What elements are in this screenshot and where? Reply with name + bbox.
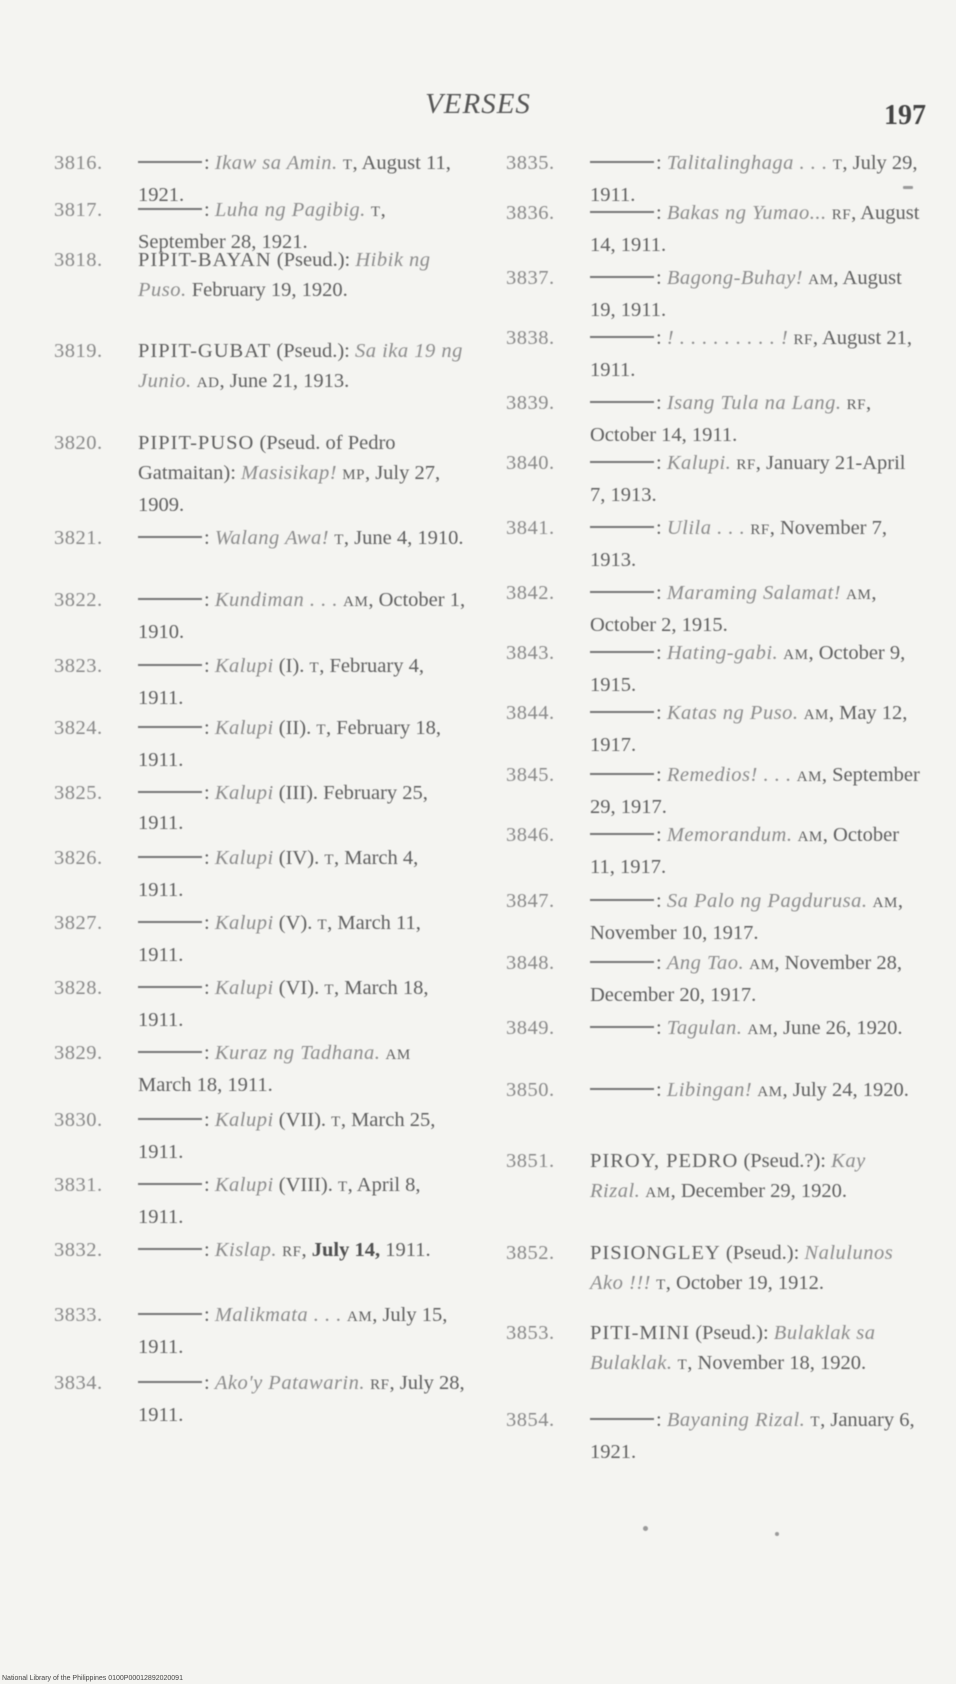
entry-number: 3849. [506,1017,555,1039]
entry-text: (Pseud.): [271,249,356,271]
ditto-dash [138,664,202,666]
entry-text: , March 11, 1911. [138,912,421,966]
source-abbrev: T [331,1114,341,1130]
entry-number: 3851. [506,1150,555,1172]
verse-title: Kalupi [214,1109,274,1131]
source-abbrev: AM [808,272,834,288]
bibliography-entry [36,651,466,713]
ditto-dash [590,899,654,901]
ditto-dash [590,401,654,403]
bibliography-entry [36,336,466,398]
bibliography-entry [36,713,466,775]
ditto-dash [590,833,654,835]
ditto-dash [590,276,654,278]
entry-text: , November 28, December 20, 1917. [590,952,902,1006]
entry-text: : [656,1079,667,1101]
verse-title: Nalulunos Ako !!! [590,1242,894,1294]
entry-text: : [656,702,667,724]
source-abbrev: AM [749,957,775,973]
entry-text: 1911. [380,1239,431,1261]
source-abbrev: RF [793,332,813,348]
entry-text: , October 2, 1915. [590,582,877,636]
ditto-dash [138,598,202,600]
entry-text: , November 7, 1913. [590,517,887,571]
entry-text: , March 25, 1911. [138,1109,436,1163]
speck-mark [903,186,913,189]
source-abbrev: AM [783,647,809,663]
entry-text: March 18, 1911. [138,1074,273,1096]
verse-title: Bakas ng Yumao... [666,202,827,224]
entry-text: : [656,642,667,664]
entry-number: 3845. [506,764,555,786]
source-abbrev: AM [645,1185,671,1201]
ditto-dash [590,961,654,963]
running-title: VERSES [425,88,531,120]
entry-text: , October 19, 1912. [665,1272,825,1294]
entry-date: July 14, [311,1239,381,1261]
ditto-dash [138,1248,202,1250]
entry-text: (Pseud.?): [738,1150,832,1172]
entry-text: , January 21-April 7, 1913. [590,452,906,506]
entry-number: 3836. [506,202,555,224]
entry-number: 3847. [506,890,555,912]
entry-number: 3841. [506,517,555,539]
entry-text: , December 29, 1920. [670,1180,848,1202]
entry-text: , September 29, 1917. [590,764,920,818]
entry-text: , July 27, 1909. [138,462,441,516]
verse-title: Kalupi [214,717,274,739]
bibliography-entry [488,820,920,882]
verse-title: Maraming Salamat! [666,582,842,604]
source-abbrev: RF [831,207,852,223]
ditto-dash [138,536,202,538]
bibliography-entry [488,513,920,575]
entry-text: : [656,202,667,224]
bibliography-entry [36,428,466,520]
verse-title: Talitalinghaga . . . [666,152,828,174]
entry-text: : [656,517,667,539]
entry-text: : [204,589,215,611]
bibliography-entry [36,523,466,555]
source-abbrev: MP [342,467,365,483]
entry-text: (Pseud. of Pedro Gatmaitan): [138,432,396,484]
entry-text: (IV). [273,847,325,869]
entry-number: 3835. [506,152,555,174]
entry-number: 3846. [506,824,555,846]
verse-title: Ako'y Patawarin. [214,1372,365,1394]
entry-number: 3848. [506,952,555,974]
bibliography-entry [36,843,466,905]
verse-title: Kalupi [214,655,274,677]
source-abbrev: AM [757,1084,783,1100]
entry-text: , February 4, 1911. [138,655,424,709]
entry-text: , October 9, 1915. [590,642,906,696]
verse-title: Katas ng Puso. [666,702,799,724]
bibliography-entry [36,908,466,970]
entry-number: 3821. [54,527,103,549]
speck-mark [643,1526,648,1531]
entry-text: : [656,267,667,289]
source-abbrev: RF [736,457,756,473]
entry-number: 3820. [54,432,103,454]
entry-text: : [204,717,215,739]
source-abbrev: T [677,1357,688,1373]
verse-title: Kalupi [214,782,274,804]
bibliography-entry [488,448,920,510]
bibliography-entry [488,760,920,822]
entry-text: : [656,452,667,474]
author-name: PITI-MINI [590,1322,691,1344]
entry-text: , June 21, 1913. [219,370,350,392]
ditto-dash [138,856,202,858]
entry-text: , October 14, 1911. [590,392,872,446]
entry-text: , June 26, 1920. [772,1017,903,1039]
bibliography-entry [488,198,920,260]
ditto-dash [138,1118,202,1120]
entry-number: 3839. [506,392,555,414]
entry-text: (VI). [273,977,325,999]
entry-number: 3850. [506,1079,555,1101]
verse-title: Memorandum. [666,824,793,846]
verse-title: Isang Tula na Lang. [666,392,842,414]
bibliography-entry [36,1235,466,1267]
entry-number: 3828. [54,977,103,999]
verse-title: Remedios! . . . [666,764,792,786]
entry-number: 3830. [54,1109,103,1131]
entry-number: 3852. [506,1242,555,1264]
ditto-dash [138,1051,202,1053]
entry-text: : [204,847,215,869]
source-abbrev: AM [872,895,898,911]
verse-title: Kalupi [214,912,274,934]
ditto-dash [590,651,654,653]
author-name: PIPIT-PUSO [138,432,255,454]
entry-text: (III). February 25, 1911. [138,782,428,834]
bibliography-entry [36,1170,466,1232]
entry-number: 3827. [54,912,103,934]
ditto-dash [590,1026,654,1028]
entry-number: 3819. [54,340,103,362]
entry-text: , August 11, 1921. [138,152,451,206]
entry-text: : [204,527,215,549]
entry-text: : [204,1372,215,1394]
source-abbrev: T [324,982,334,998]
bibliography-entry [488,263,920,325]
entry-text: (V). [273,912,318,934]
entry-text: (Pseud.): [690,1322,774,1344]
scan-credit: National Library of the Philippines 0100P00012892020091 [2,1675,183,1682]
entry-number: 3853. [506,1322,555,1344]
entry-text: : [656,1409,667,1431]
entry-text: , March 4, 1911. [138,847,419,901]
ditto-dash [138,921,202,923]
source-abbrev: AD [196,375,220,391]
bibliography-entry [36,1300,466,1362]
entry-text: (VIII). [273,1174,338,1196]
author-name: PIPIT-BAYAN [138,249,272,271]
entry-text: : [204,152,215,174]
bibliography-entry [488,1146,920,1208]
source-abbrev: RF [846,397,866,413]
source-abbrev: AM [347,1309,373,1325]
entry-text: : [656,327,667,349]
source-abbrev: T [370,204,381,220]
entry-number: 3840. [506,452,555,474]
entry-text: : [656,764,667,786]
verse-title: Kay Rizal. [590,1150,866,1202]
verse-title: Tagulan. [666,1017,743,1039]
entry-number: 3822. [54,589,103,611]
bibliography-entry [488,1075,920,1107]
author-name: PIPIT-GUBAT [138,340,272,362]
entry-text: : [656,952,667,974]
entry-text: : [204,1304,215,1326]
author-name: PIROY, PEDRO [590,1150,739,1172]
verse-title: Libingan! [666,1079,753,1101]
entry-text: : [204,655,215,677]
bibliography-entry [488,1318,920,1380]
entry-text: : [656,152,667,174]
source-abbrev: T [832,157,843,173]
entry-text: : [204,199,215,221]
bibliography-entry [488,323,920,385]
ditto-dash [590,1088,654,1090]
ditto-dash [138,986,202,988]
source-abbrev: AM [796,769,822,785]
entry-text: , July 29, 1911. [590,152,918,206]
ditto-dash [138,726,202,728]
entry-text: : [204,1174,215,1196]
page-number: 197 [884,100,926,131]
verse-title: Masisikap! [241,462,338,484]
entry-text: : [656,890,667,912]
source-abbrev: AM [846,587,872,603]
verse-title: Luha ng Pagibig. [214,199,366,221]
source-abbrev: T [309,660,320,676]
verse-title: Kuraz ng Tadhana. [214,1042,381,1064]
entry-number: 3823. [54,655,103,677]
ditto-dash [138,161,202,163]
entry-number: 3825. [54,782,103,804]
verse-title: Hating-gabi. [666,642,779,664]
entry-text: : [204,912,215,934]
entry-text: : [204,1239,215,1261]
bibliography-entry [488,638,920,700]
entry-text: , July 24, 1920. [782,1079,909,1101]
source-abbrev: RF [282,1244,302,1260]
bibliography-entry [488,886,920,948]
bibliography-entry [488,1238,920,1300]
entry-number: 3854. [506,1409,555,1431]
entry-number: 3832. [54,1239,103,1261]
entry-number: 3833. [54,1304,103,1326]
source-abbrev: T [810,1414,821,1430]
source-abbrev: AM [747,1022,773,1038]
verse-title: Sa Palo ng Pagdurusa. [666,890,868,912]
bibliography-entry [488,1013,920,1045]
entry-text: , October 1, 1910. [138,589,466,643]
entry-text: (Pseud.): [720,1242,805,1264]
entry-text: (Pseud.): [271,340,355,362]
ditto-dash [590,711,654,713]
ditto-dash [590,161,654,163]
entry-text: , November 10, 1917. [590,890,903,944]
verse-title: Bagong-Buhay! [666,267,804,289]
bibliography-entry [488,1405,920,1467]
entry-number: 3818. [54,249,103,271]
source-abbrev: T [324,852,334,868]
author-name: PISIONGLEY [590,1242,721,1264]
entry-text: , January 6, 1921. [590,1409,915,1463]
entry-text: : [204,977,215,999]
ditto-dash [590,211,654,213]
entry-text: : [656,824,667,846]
ditto-dash [590,1418,654,1420]
bibliography-entry [488,578,920,640]
entry-number: 3829. [54,1042,103,1064]
speck-mark [775,1532,779,1536]
entry-number: 3842. [506,582,555,604]
verse-title: Bayaning Rizal. [666,1409,806,1431]
entry-text: , [301,1239,312,1261]
verse-title: Kislap. [214,1239,277,1261]
verse-title: Kalupi [214,977,274,999]
entry-text: , February 18, 1911. [138,717,442,771]
entry-text: , September 28, 1921. [138,199,386,253]
bibliography-entry [36,245,466,305]
source-abbrev: RF [750,522,770,538]
entry-number: 3844. [506,702,555,724]
entry-text: (II). [273,717,317,739]
entry-text: : [656,392,667,414]
entry-text: , August 21, 1911. [590,327,912,381]
bibliography-entry [488,948,920,1010]
source-abbrev: T [317,917,328,933]
entry-number: 3834. [54,1372,103,1394]
verse-title: Ulila . . . [666,517,746,539]
bibliography-entry [488,698,920,760]
entry-number: 3843. [506,642,555,664]
verse-title: Walang Awa! [214,527,330,549]
verse-title: Kalupi [214,847,274,869]
entry-text: : [204,1042,215,1064]
ditto-dash [138,791,202,793]
entry-text: : [656,1017,667,1039]
verse-title: Ikaw sa Amin. [214,152,338,174]
entry-number: 3817. [54,199,103,221]
ditto-dash [590,336,654,338]
entry-text: February 19, 1920. [186,279,348,301]
verse-title: Malikmata . . . [214,1304,342,1326]
verse-title: Hibik ng Puso. [138,249,431,301]
entry-text: , November 18, 1920. [687,1352,867,1374]
ditto-dash [590,591,654,593]
source-abbrev: T [316,722,327,738]
verse-title: Kalupi [214,1174,274,1196]
entry-text: (VII). [273,1109,332,1131]
source-abbrev: AM [385,1047,411,1063]
source-abbrev: T [656,1277,666,1293]
entry-text: , April 8, 1911. [138,1174,421,1228]
bibliography-entry [36,1038,466,1100]
entry-text: , July 28, 1911. [138,1372,465,1426]
entry-text: , August 14, 1911. [590,202,920,256]
entry-text: , October 11, 1917. [590,824,900,878]
entry-text: : [656,582,667,604]
bibliography-entry [36,1368,466,1430]
entry-text: : [204,1109,215,1131]
bibliography-entry [36,585,466,647]
verse-title: ! . . . . . . . . . ! [666,327,789,349]
bibliography-entry [36,1105,466,1167]
bibliography-entry [36,973,466,1035]
verse-title: Kalupi. [666,452,732,474]
ditto-dash [138,208,202,210]
source-abbrev: AM [797,829,823,845]
source-abbrev: T [334,532,344,548]
verse-title: Kundiman . . . [214,589,339,611]
entry-text: : [204,782,215,804]
entry-text: , May 12, 1917. [590,702,908,756]
source-abbrev: T [337,1179,348,1195]
ditto-dash [590,461,654,463]
verse-title: Sa ika 19 ng Junio. [138,340,463,392]
source-abbrev: AM [343,594,369,610]
source-abbrev: T [342,157,353,173]
verse-title: Bulaklak sa Bulaklak. [590,1322,876,1374]
entry-number: 3824. [54,717,103,739]
bibliography-entry [488,388,920,450]
source-abbrev: RF [370,1377,390,1393]
ditto-dash [138,1381,202,1383]
entry-number: 3826. [54,847,103,869]
entry-text: , June 4, 1910. [343,527,464,549]
entry-number: 3816. [54,152,103,174]
entry-number: 3838. [506,327,555,349]
entry-text: , March 18, 1911. [138,977,429,1031]
ditto-dash [590,773,654,775]
entry-number: 3837. [506,267,555,289]
entry-text: (I). [273,655,310,677]
ditto-dash [138,1313,202,1315]
verse-title: Ang Tao. [666,952,745,974]
entry-text: , August 19, 1911. [590,267,902,321]
entry-number: 3831. [54,1174,103,1196]
bibliography-entry [36,778,466,838]
source-abbrev: AM [803,707,829,723]
entry-text: , July 15, 1911. [138,1304,448,1358]
ditto-dash [590,526,654,528]
ditto-dash [138,1183,202,1185]
